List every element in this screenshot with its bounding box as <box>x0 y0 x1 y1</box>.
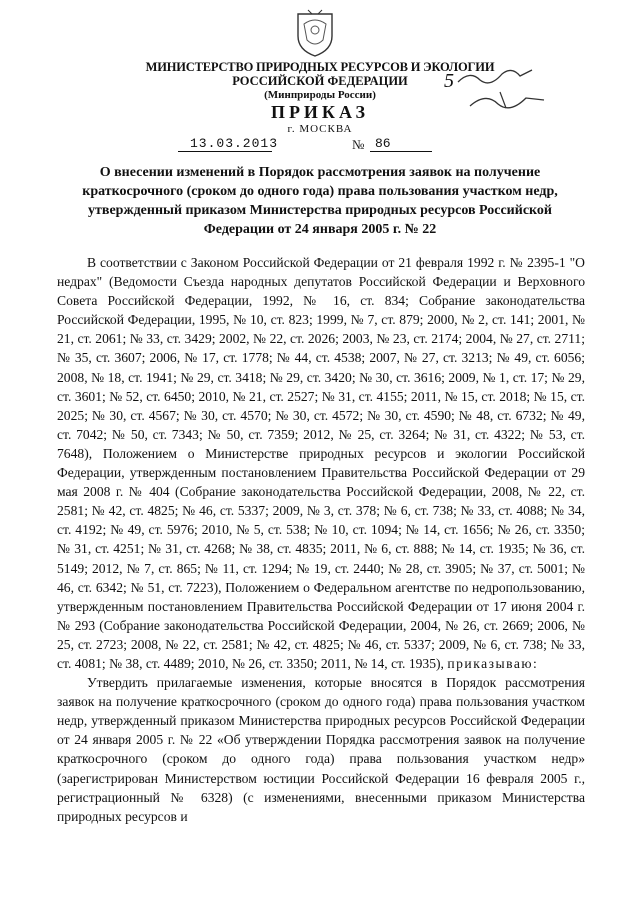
paragraph-1-text: В соответствии с Законом Российской Федерации от 21 февраля 1992 г. № 2395-1 "О недрах" (Ведомости Съезда народных депутатов Российской Федерации и Верховного Совета Российской Федерации, 1992, № 16, ст. 834; Собрание законодательства Российской Федерации, 1995, № 10, ст. 823; 1999, № 7, ст. 879; 2000, № 2, ст. 141; 2001, № 21, ст. 2061; № 33, ст. 3429; 2002, № 22, ст. 2026; 2003, № 23, ст. 2174; 2004, № 27, ст. 2711; № 35, ст. 3607; 2006, № 17, ст. 1778; № 44, ст. 4538; 2007, № 27, ст. 3213; № 49, ст. 6056; 2008, № 18, ст. 1941; № 29, ст. 3418; № 29, ст. 3420; № 30, ст. 3616; 2009, № 1, ст. 17; № 29, ст. 3601; № 52, ст. 6450; 2010, № 21, ст. 2527; № 31, ст. 4155; 2011, № 15, ст. 2018; № 15, ст. 2025; № 30, ст. 4567; № 30, ст. 4570; № 30, ст. 4572; № 30, ст. 4590; № 48, ст. 6732; № 49, ст. 7042; № 50, ст. 7343; № 50, ст. 7359; 2012, № 25, ст. 3264; № 31, ст. 4322; № 53, ст. 7648), Положением о Министерстве природных ресурсов и экологии Российской Федерации, утвержденным постановлением Правительства Российской Федерации от 29 мая 2008 г. № 404 (Собрание законодательства Российской Федерации, 2008, № 22, ст. 2581; № 42, ст. 4825; № 46, ст. 5337; 2009, № 3, ст. 378; № 6, ст. 738; № 33, ст. 4088; № 34, ст. 4192; № 49, ст. 5976; 2010, № 5, ст. 538; № 10, ст. 1094; № 14, ст. 1656; № 26, ст. 3350; № 31, ст. 4251; № 31, ст. 4268; № 38, ст. 4835; 2011, № 6, ст. 888; № 14, ст. 1935; № 36, ст. 5149; 2012, № 7, ст. 865; № 11, ст. 1294; № 19, ст. 2440; № 28, ст. 3905; № 37, ст. 5001; № 46, ст. 6342; № 51, ст. 7223), Положением о Федеральном агентстве по недропользованию, утвержденным постановлением Правительства Российской Федерации от 17 июня 2004 г. № 293 (Собрание законодательства Российской Федерации, 2004, № 26, ст. 2669; 2006, № 25, ст. 2723; 2008, № 22, ст. 2581; № 42, ст. 4825; № 46, ст. 5337; 2009, № 6, ст. 738; № 33, ст. 4081; № 38, ст. 4489; 2010, № 26, ст. 3350; 2011, № 14, ст. 1935), <box>57 255 585 671</box>
document-type-title: ПРИКАЗ <box>270 102 370 122</box>
body-paragraph-1 <box>57 253 585 673</box>
handwritten-signature-icon <box>440 62 550 122</box>
date-underline <box>178 151 272 152</box>
document-body <box>57 253 585 826</box>
ministry-short-name: (Минприроды России) <box>264 89 376 101</box>
order-date: 13.03.2013 <box>190 136 279 151</box>
orders-phrase: приказываю: <box>447 655 539 671</box>
order-number: 86 <box>375 136 391 151</box>
ministry-name-line1: МИНИСТЕРСТВО ПРИРОДНЫХ РЕСУРСОВ И ЭКОЛОГИИ <box>145 60 495 74</box>
city-label: г. МОСКВА <box>287 123 353 135</box>
order-title: О внесении изменений в Порядок рассмотрения заявок на получение краткосрочного (сроком до одного года) права пользования участком недр, утвержденный приказом Министерства природных ресурсов Российской Федерации от 24 января 2005 г. № 22 <box>82 165 558 237</box>
coat-of-arms-emblem-icon <box>290 6 340 58</box>
number-underline <box>370 151 432 152</box>
handwritten-note: 5 <box>444 70 454 92</box>
order-number-label: № <box>352 137 365 152</box>
ministry-name-line2: РОССИЙСКОЙ ФЕДЕРАЦИИ <box>232 74 408 88</box>
body-paragraph-2: Утвердить прилагаемые изменения, которые вносятся в Порядок рассмотрения заявок на получение краткосрочного (сроком до одного года) права пользования участком недр, утвержденный приказом Министерства природных ресурсов Российской Федерации от 24 января 2005 г. № 22 «Об утверждении Порядка рассмотрения заявок на получение краткосрочного (сроком до одного года) права пользования участком недр» (зарегистрирован Министерством юстиции Российской Федерации 16 февраля 2005 г., регистрационный № 6328) (с изменениями, внесенными приказом Министерства природных ресурсов и <box>57 675 585 824</box>
